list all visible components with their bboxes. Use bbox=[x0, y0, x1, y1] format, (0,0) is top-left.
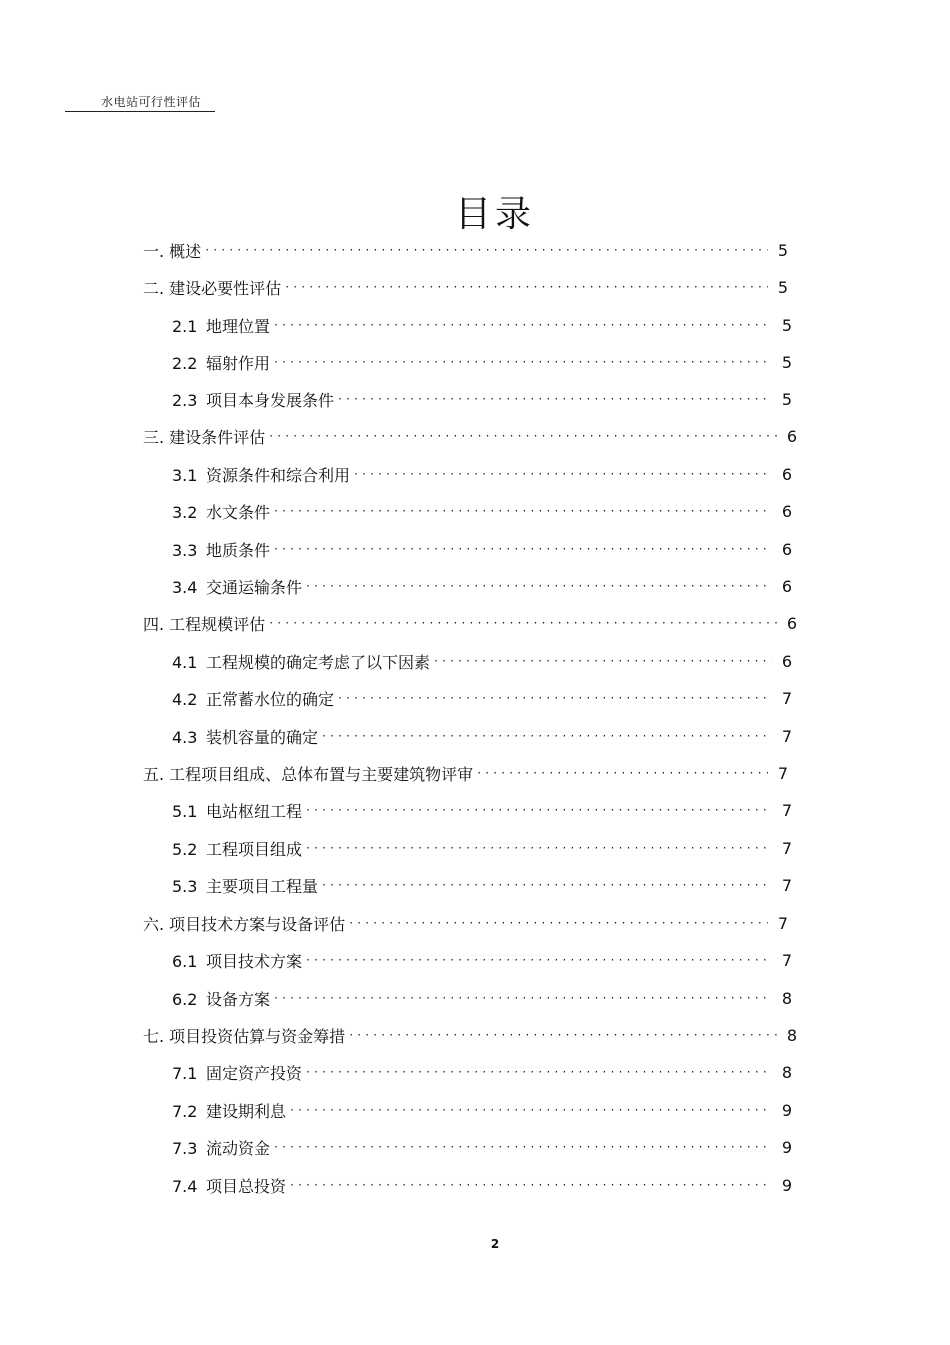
toc-entry-label bbox=[172, 1136, 270, 1159]
toc-subentry[interactable] bbox=[172, 1060, 792, 1084]
toc-entry-label bbox=[172, 949, 302, 972]
toc-entry-text: 装机容量的确定 bbox=[206, 727, 319, 747]
toc-entry-text: 交通运输条件 bbox=[206, 577, 303, 597]
toc-page-number: 7 bbox=[781, 688, 792, 708]
toc-page-number: 6 bbox=[781, 464, 792, 484]
toc-page-number: 8 bbox=[781, 1062, 792, 1082]
dot-leader bbox=[269, 429, 777, 443]
toc-subentry[interactable] bbox=[172, 798, 792, 822]
toc-entry-text: 五. 工程项目组成、总体布置与主要建筑物评审 bbox=[143, 764, 474, 784]
running-header-text: 水电站可行性评估 bbox=[101, 95, 202, 109]
toc-entry-label bbox=[143, 425, 265, 448]
toc-entry-label bbox=[172, 1099, 286, 1122]
toc-entry-label bbox=[143, 912, 345, 935]
dot-leader bbox=[205, 243, 768, 257]
dot-leader bbox=[274, 355, 772, 369]
toc-entry-label bbox=[172, 799, 302, 822]
dot-leader bbox=[274, 542, 772, 556]
dot-leader bbox=[274, 1140, 772, 1154]
toc-entry-text: 一. 概述 bbox=[143, 241, 202, 261]
toc-entry-number: 2.1 bbox=[172, 316, 198, 336]
toc-subentry[interactable] bbox=[172, 873, 792, 897]
toc-entry-text: 四. 工程规模评估 bbox=[143, 614, 266, 634]
toc-entry-number: 6.1 bbox=[172, 951, 198, 971]
dot-leader bbox=[338, 691, 772, 705]
toc-entry-text: 工程项目组成 bbox=[206, 839, 303, 859]
toc-page-number: 9 bbox=[781, 1137, 792, 1157]
toc-entry-number: 3.3 bbox=[172, 540, 198, 560]
toc-page-number: 5 bbox=[777, 277, 788, 297]
toc-entry-text: 辐射作用 bbox=[206, 353, 271, 373]
toc-entry-number: 5.1 bbox=[172, 801, 198, 821]
toc-page-number: 8 bbox=[781, 988, 792, 1008]
dot-leader bbox=[274, 504, 772, 518]
toc-entry-label bbox=[172, 987, 270, 1010]
toc-entry[interactable] bbox=[143, 611, 797, 635]
toc-entry-label bbox=[172, 1061, 302, 1084]
toc-page-number: 5 bbox=[781, 315, 792, 335]
toc-entry-text: 项目总投资 bbox=[206, 1176, 287, 1196]
toc-entry-text: 七. 项目投资估算与资金筹措 bbox=[143, 1026, 346, 1046]
toc-entry-number: 2.3 bbox=[172, 390, 198, 410]
toc-subentry[interactable] bbox=[172, 649, 792, 673]
dot-leader bbox=[274, 318, 772, 332]
toc-entry-label bbox=[172, 1174, 286, 1197]
toc-subentry[interactable] bbox=[172, 948, 792, 972]
toc-entry-label bbox=[172, 500, 270, 523]
toc-page-number: 7 bbox=[777, 763, 788, 783]
toc-page-number: 8 bbox=[786, 1025, 797, 1045]
toc-entry-label bbox=[172, 575, 302, 598]
toc-entry-label bbox=[143, 239, 201, 262]
toc-subentry[interactable] bbox=[172, 499, 792, 523]
toc-entry[interactable] bbox=[143, 1023, 797, 1047]
toc-page-number: 6 bbox=[781, 576, 792, 596]
toc-title: 目录 bbox=[454, 194, 535, 235]
dot-leader bbox=[306, 953, 772, 967]
dot-leader bbox=[290, 1103, 772, 1117]
toc-entry-label bbox=[172, 388, 334, 411]
toc-entry-label bbox=[172, 351, 270, 374]
toc-page-number: 9 bbox=[781, 1175, 792, 1195]
dot-leader bbox=[434, 654, 772, 668]
toc-entry-number: 7.3 bbox=[172, 1138, 198, 1158]
dot-leader bbox=[274, 991, 772, 1005]
toc-entry-number: 5.2 bbox=[172, 839, 198, 859]
dot-leader bbox=[269, 616, 777, 630]
toc-page-number: 5 bbox=[777, 240, 788, 260]
toc-page-number: 5 bbox=[781, 352, 792, 372]
toc-entry-number: 4.1 bbox=[172, 652, 198, 672]
toc-page-number: 9 bbox=[781, 1100, 792, 1120]
toc-entry-label bbox=[172, 837, 302, 860]
toc-page-number: 6 bbox=[781, 651, 792, 671]
toc-entry-text: 六. 项目技术方案与设备评估 bbox=[143, 914, 346, 934]
toc-entry[interactable] bbox=[143, 911, 788, 935]
toc-entry-text: 水文条件 bbox=[206, 502, 271, 522]
toc-page-number: 7 bbox=[781, 838, 792, 858]
toc-entry-text: 固定资产投资 bbox=[206, 1063, 303, 1083]
toc-entry[interactable] bbox=[143, 238, 788, 262]
dot-leader bbox=[306, 841, 772, 855]
toc-entry-label bbox=[172, 725, 318, 748]
toc-page-number: 7 bbox=[781, 800, 792, 820]
running-header bbox=[65, 94, 215, 112]
toc-subentry[interactable] bbox=[172, 686, 792, 710]
toc-entry-number: 7.2 bbox=[172, 1101, 198, 1121]
toc-entry-number: 6.2 bbox=[172, 989, 198, 1009]
toc-entry[interactable] bbox=[143, 275, 788, 299]
toc-entry-text: 地理位置 bbox=[206, 316, 271, 336]
dot-leader bbox=[306, 803, 772, 817]
toc-entry-number: 4.3 bbox=[172, 727, 198, 747]
toc-entry-number: 3.4 bbox=[172, 577, 198, 597]
toc-page-number: 7 bbox=[781, 726, 792, 746]
toc-entry-label bbox=[172, 538, 270, 561]
toc-entry-text: 设备方案 bbox=[206, 989, 271, 1009]
toc-subentry[interactable] bbox=[172, 836, 792, 860]
toc-subentry[interactable] bbox=[172, 574, 792, 598]
dot-leader bbox=[477, 766, 768, 780]
toc-entry-label bbox=[143, 276, 281, 299]
dot-leader bbox=[354, 467, 772, 481]
toc-entry-text: 地质条件 bbox=[206, 540, 271, 560]
toc-entry-text: 流动资金 bbox=[206, 1138, 271, 1158]
dot-leader bbox=[322, 729, 772, 743]
toc-entry-label bbox=[172, 650, 430, 673]
toc-entry-number: 7.1 bbox=[172, 1063, 198, 1083]
toc-entry-text: 资源条件和综合利用 bbox=[206, 465, 351, 485]
toc-entry-number: 2.2 bbox=[172, 353, 198, 373]
toc-subentry[interactable] bbox=[172, 387, 792, 411]
toc-page-number: 6 bbox=[781, 539, 792, 559]
toc-entry-text: 三. 建设条件评估 bbox=[143, 427, 266, 447]
dot-leader bbox=[338, 392, 772, 406]
toc-subentry[interactable] bbox=[172, 537, 792, 561]
toc-subentry[interactable] bbox=[172, 1173, 792, 1197]
toc-entry-label bbox=[172, 687, 334, 710]
toc-entry-text: 工程规模的确定考虑了以下因素 bbox=[206, 652, 431, 672]
toc-subentry[interactable] bbox=[172, 1098, 792, 1122]
dot-leader bbox=[322, 878, 772, 892]
toc-entry-number: 3.1 bbox=[172, 465, 198, 485]
toc-entry-text: 项目技术方案 bbox=[206, 951, 303, 971]
toc-entry-number: 7.4 bbox=[172, 1176, 198, 1196]
toc-entry-label bbox=[172, 463, 350, 486]
toc-page-number: 7 bbox=[777, 913, 788, 933]
dot-leader bbox=[349, 1028, 777, 1042]
toc-subentry[interactable] bbox=[172, 1135, 792, 1159]
toc-entry-number: 3.2 bbox=[172, 502, 198, 522]
toc-entry-text: 项目本身发展条件 bbox=[206, 390, 335, 410]
toc-page-number: 5 bbox=[781, 389, 792, 409]
toc-entry-label bbox=[172, 314, 270, 337]
toc-subentry[interactable] bbox=[172, 724, 792, 748]
toc-entry-label bbox=[143, 762, 473, 785]
toc-entry-text: 正常蓄水位的确定 bbox=[206, 689, 335, 709]
toc-page-number: 6 bbox=[786, 613, 797, 633]
toc-entry-label bbox=[143, 612, 265, 635]
dot-leader bbox=[349, 916, 768, 930]
dot-leader bbox=[285, 280, 768, 294]
toc-page-number: 6 bbox=[781, 501, 792, 521]
toc-subentry[interactable] bbox=[172, 462, 792, 486]
toc-subentry[interactable] bbox=[172, 350, 792, 374]
toc-entry-text: 主要项目工程量 bbox=[206, 876, 319, 896]
toc-entry[interactable] bbox=[143, 761, 788, 785]
toc-entry[interactable] bbox=[143, 424, 797, 448]
toc-page-number: 7 bbox=[781, 875, 792, 895]
toc-entry-text: 电站枢纽工程 bbox=[206, 801, 303, 821]
toc-entry-text: 二. 建设必要性评估 bbox=[143, 278, 282, 298]
dot-leader bbox=[306, 579, 772, 593]
toc-page-number: 6 bbox=[786, 426, 797, 446]
dot-leader bbox=[290, 1178, 772, 1192]
toc-page-number: 7 bbox=[781, 950, 792, 970]
toc-entry-label bbox=[172, 874, 318, 897]
dot-leader bbox=[306, 1065, 772, 1079]
toc-entry-text: 建设期利息 bbox=[206, 1101, 287, 1121]
toc-entry-number: 5.3 bbox=[172, 876, 198, 896]
toc-subentry[interactable] bbox=[172, 313, 792, 337]
page-number: 2 bbox=[490, 1237, 500, 1251]
toc-entry-number: 4.2 bbox=[172, 689, 198, 709]
toc-entry-label bbox=[143, 1024, 345, 1047]
toc-subentry[interactable] bbox=[172, 986, 792, 1010]
